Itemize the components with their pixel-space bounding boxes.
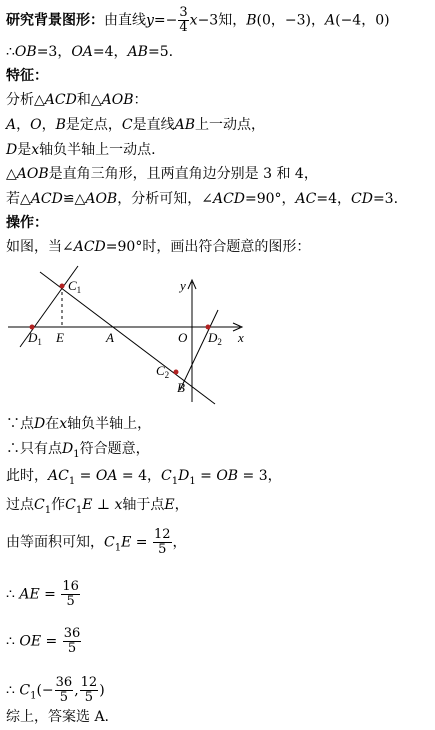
label-o: O [178, 330, 188, 345]
line-d-on-axis: ∵点D在x轴负半轴上， [6, 416, 152, 432]
fraction-16-5: $\frac{16}{5}$ [62, 579, 79, 609]
line-oe: ∴ OE = $\frac{36}{5}$ [6, 626, 81, 656]
point-d2 [206, 325, 211, 330]
label-e: E [56, 330, 64, 345]
line-at-this-time: 此时，$AC_1$ = OA = 4，$C_1D_1$ = OB = 3， [6, 468, 282, 487]
label-d2: $D_2$ [208, 330, 222, 347]
fraction-12-5: $\frac{12}{5}$ [153, 527, 171, 557]
label-a: A [106, 330, 114, 345]
line-figure-intro: 如图，当∠ACD=90°时，画出符合题意的图形： [6, 239, 311, 255]
line-congruence: 若△ACD≌△AOB，分析可知，∠ACD=90°，AC=4，CD=3. [6, 191, 399, 207]
fraction-36-5-b: $\frac{36}{5}$ [55, 675, 73, 705]
label-b: B [177, 380, 185, 395]
label-y: y [180, 278, 186, 293]
line-c1-coordinates: ∴ $C_1(-$ $\frac{36}{5}$ , $\frac{12}{5}$ ) [6, 675, 105, 705]
fraction-12-5-b: $\frac{12}{5}$ [80, 675, 98, 705]
fraction-36-5: $\frac{36}{5}$ [63, 626, 81, 656]
point-d1 [30, 325, 35, 330]
line-ab [40, 272, 215, 404]
label-c1: $C_1$ [68, 278, 82, 295]
label-d1: $D_1$ [28, 330, 42, 347]
label-x: x [238, 330, 244, 345]
point-c2 [174, 370, 179, 375]
line-equal-area: 由等面积可知，$C_1E$ = $\frac{12}{5}$ ， [6, 527, 187, 557]
line-only-d1: ∴只有点$D_1$符合题意， [6, 441, 150, 460]
line-c2-d2 [180, 310, 218, 390]
fraction-3-4: $\frac{3}{4}$ [179, 5, 188, 35]
line-moving-point-d: D是x轴负半轴上一动点. [6, 142, 156, 158]
label-c2: $C_2$ [156, 363, 170, 380]
geometry-figure [0, 262, 260, 412]
line-analysis: 分析△ACD和△AOB： [6, 92, 148, 108]
heading-features: 特征： [6, 68, 48, 84]
line-fixed-points: A，O，B是定点，C是直线AB上一动点， [6, 117, 266, 133]
line-research-background: 研究背景图形：由直线y=− $\frac{3}{4}$ x−3知，B(0，−3)，A(−4，0) [6, 5, 390, 35]
point-c1 [60, 284, 65, 289]
heading-operation: 操作： [6, 215, 48, 231]
line-lengths: ∴OB=3，OA=4，AB=5. [6, 44, 174, 60]
line-ae: ∴ AE = $\frac{16}{5}$ [6, 579, 79, 609]
line-right-triangle: △AOB是直角三角形，且两直角边分别是 3 和 4， [6, 166, 318, 182]
line-perpendicular: 过点$C_1$作$C_1E$ ⊥ x轴于点E， [6, 497, 189, 516]
line-conclusion: 综上，答案选 A. [6, 709, 110, 725]
